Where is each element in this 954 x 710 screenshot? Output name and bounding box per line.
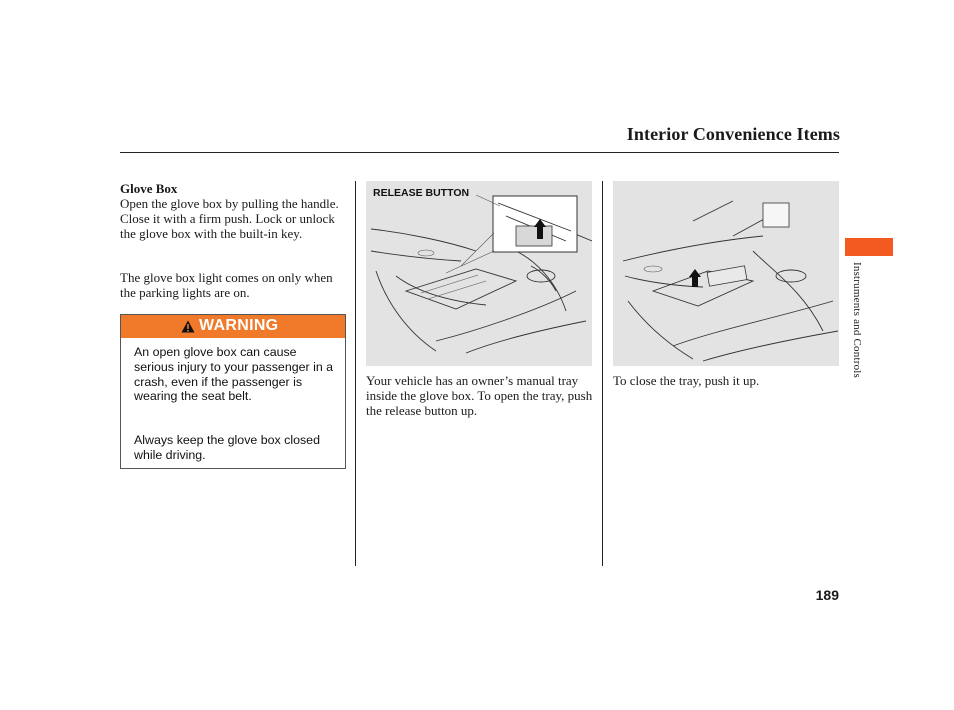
warning-text-injury: An open glove box can cause serious injury to your passenger in a crash, even if the passenger is wearing the seat belt. [134, 345, 334, 404]
column-divider [355, 181, 356, 566]
glove-box-paragraph: Open the glove box by pulling the handle. Close it with a firm push. Lock or unlock the glove box with the built-in key. [120, 196, 339, 241]
glove-box-release-button-illustration [366, 181, 592, 366]
figure2-caption: To close the tray, push it up. [613, 373, 760, 388]
page-title: Interior Convenience Items [626, 124, 840, 144]
page-number: 189 [815, 587, 839, 603]
warning-header [121, 315, 345, 338]
release-button-callout: RELEASE BUTTON [373, 187, 470, 199]
title-divider [120, 152, 839, 153]
section-side-label: Instruments and Controls [851, 262, 863, 379]
warning-text-keep-closed: Always keep the glove box closed while driving. [134, 433, 320, 462]
column-divider [602, 181, 603, 566]
close-tray-illustration [613, 181, 839, 366]
glove-box-light-paragraph: The glove box light comes on only when the parking lights are on. [120, 270, 333, 300]
warning-label: WARNING [199, 317, 279, 334]
warning-triangle-icon [181, 320, 195, 338]
section-heading: Glove Box [120, 181, 178, 196]
section-color-tab [845, 238, 893, 256]
figure1-caption: Your vehicle has an owner’s manual tray inside the glove box. To open the tray, push the release button up. [366, 373, 593, 418]
warning-box [120, 314, 346, 469]
